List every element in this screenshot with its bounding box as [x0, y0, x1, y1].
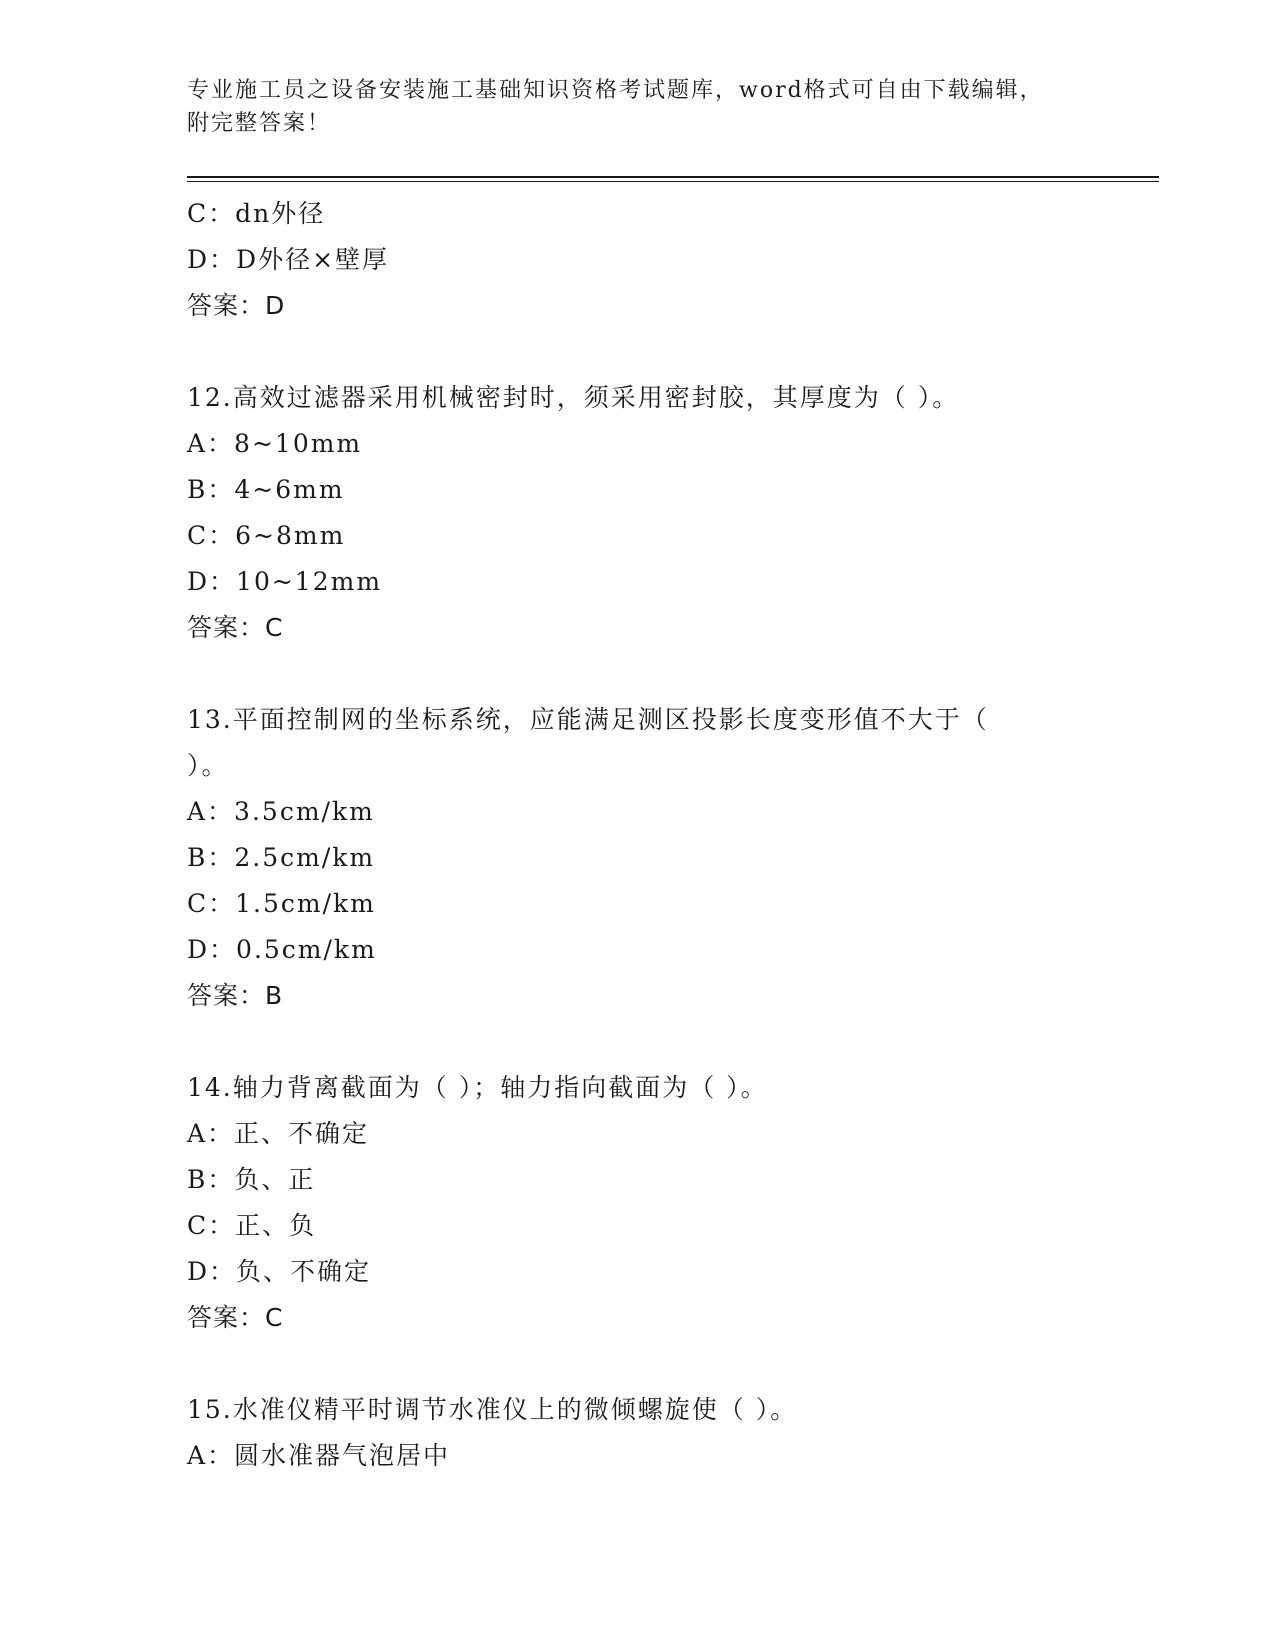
- option-d: D：0.5cm/km: [187, 935, 377, 964]
- option-b: B：负、正: [187, 1165, 316, 1194]
- spacer: [187, 329, 1107, 375]
- option-b: B：4~6mm: [187, 475, 345, 504]
- option-d: D：10~12mm: [187, 567, 383, 596]
- option-a: A：3.5cm/km: [187, 797, 375, 826]
- option-c: C：dn外径: [187, 199, 326, 228]
- option-a: A：8~10mm: [187, 429, 363, 458]
- question-text: 14.轴力背离截面为（ ）；轴力指向截面为（ ）。: [187, 1073, 768, 1102]
- header-divider-thin: [187, 181, 1159, 182]
- question-text-line-1: 13.平面控制网的坐标系统，应能满足测区投影长度变形值不大于（: [187, 705, 989, 734]
- option-d: D：负、不确定: [187, 1257, 372, 1286]
- question-15: [187, 1387, 1107, 1479]
- question-text-line-2: ）。: [187, 751, 229, 780]
- answer: 答案：D: [187, 291, 286, 320]
- option-a: A：正、不确定: [187, 1119, 370, 1148]
- spacer: [187, 651, 1107, 697]
- option-d: D：D外径×壁厚: [187, 245, 390, 274]
- question-text: 12.高效过滤器采用机械密封时，须采用密封胶，其厚度为（ ）。: [187, 383, 960, 412]
- question-14: [187, 1065, 1107, 1341]
- question-13: [187, 697, 1107, 1019]
- answer: 答案：C: [187, 613, 284, 642]
- document-header: [187, 74, 1087, 140]
- answer: 答案：B: [187, 981, 284, 1010]
- option-c: C：1.5cm/km: [187, 889, 376, 918]
- question-list: [187, 191, 1107, 1479]
- option-c: C：6~8mm: [187, 521, 346, 550]
- option-c: C：正、负: [187, 1211, 317, 1240]
- header-line-1: 专业施工员之设备安装施工基础知识资格考试题库，word格式可自由下载编辑，: [187, 78, 1044, 103]
- header-divider-thick: [187, 176, 1159, 178]
- spacer: [187, 1019, 1107, 1065]
- answer: 答案：C: [187, 1303, 284, 1332]
- question-11: [187, 191, 1107, 329]
- question-12: [187, 375, 1107, 651]
- option-a: A：圆水准器气泡居中: [187, 1441, 451, 1470]
- spacer: [187, 1341, 1107, 1387]
- question-text: 15.水准仪精平时调节水准仪上的微倾螺旋使（ ）。: [187, 1395, 798, 1424]
- header-line-2: 附完整答案！: [187, 111, 332, 136]
- option-b: B：2.5cm/km: [187, 843, 376, 872]
